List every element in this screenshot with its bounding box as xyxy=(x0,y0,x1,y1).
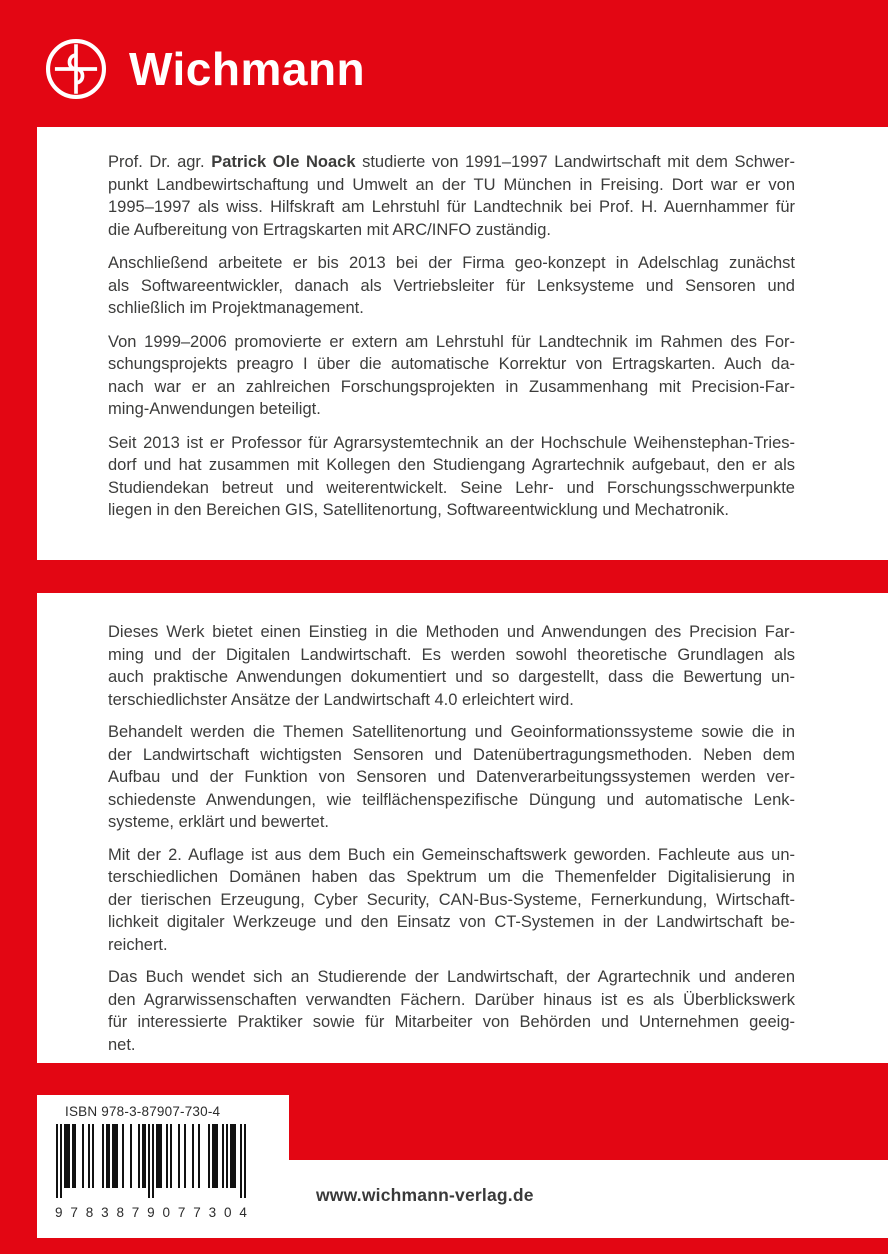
text-line: nach war er an zahlreichen Forschungsprojekten in Zusammenhang mit Precision-Far- xyxy=(108,377,795,396)
text-line: Dieses Werk bietet einen Einstieg in die Methoden und Anwendungen des Precision Far- xyxy=(108,623,795,641)
barcode-digit: 7 xyxy=(70,1205,78,1220)
text-line: schließlich im Projektmanagement. xyxy=(108,299,364,317)
text-line: 1995–1997 als wiss. Hilfskraft am Lehrstuhl für Landtechnik bei Prof. H. Auernhammer für xyxy=(108,198,795,216)
ean13-barcode xyxy=(55,1124,247,1204)
isbn-label: ISBN 978-3-87907-730-4 xyxy=(65,1104,221,1119)
paragraph xyxy=(108,966,795,1056)
text-line: liegen in den Bereichen GIS, Satellitenortung, Softwareentwicklung und Mechatronik. xyxy=(108,501,729,519)
barcode-digit: 7 xyxy=(177,1205,186,1220)
text-line: schiedenste Anwendungen, wie teilflächenspezifische Düngung und automatische Lenk- xyxy=(108,790,795,809)
isbn-panel xyxy=(37,1095,289,1238)
text-line: Studiendekan betreut und weiterentwickelt. Seine Lehr- und Forschungsschwerpunkte xyxy=(108,478,795,497)
barcode-digit: 0 xyxy=(223,1205,232,1220)
paragraph xyxy=(108,721,795,834)
text-line: dorf und hat zusammen mit Kollegen den Studiengang Agrartechnik aufgebaut, den er als xyxy=(108,456,795,474)
paragraph xyxy=(108,151,795,241)
text-line: den Agrarwissenschaften verwandten Fächern. Darüber hinaus ist es als Überblickswerk xyxy=(108,990,795,1009)
barcode-digits xyxy=(55,1205,247,1220)
paragraph xyxy=(108,621,795,711)
text-line: lichkeit digitaler Werkzeuge und den Einsatz von CT-Systemen in der Landwirtschaft be- xyxy=(108,913,795,931)
text-line: auch praktische Anwendungen dokumentiert und so dargestellt, dass die Bewertung un- xyxy=(108,668,795,686)
text-line: schungsprojekts preagro I über die automatische Korrektur von Ertragskarten. Auch da- xyxy=(108,355,795,373)
barcode-digit: 4 xyxy=(239,1205,247,1220)
text-line: terschiedlichster Ansätze der Landwirtschaft 4.0 erleichtert wird. xyxy=(108,690,574,709)
book-description-panel xyxy=(37,593,888,1063)
barcode-digit: 7 xyxy=(193,1205,201,1220)
publisher-wordmark: Wichmann xyxy=(129,43,366,95)
text-line: terschiedlichen Domänen haben das Spektrum um die Themenfelder Digitalisierung in xyxy=(108,868,795,886)
paragraph xyxy=(108,844,795,957)
text-line: Von 1999–2006 promovierte er extern am Lehrstuhl für Landtechnik im Rahmen des For- xyxy=(108,332,795,351)
text-line: punkt Landbewirtschaftung und Umwelt an der TU München in Freising. Dort war er von xyxy=(108,175,795,194)
text-line: Prof. Dr. agr. Patrick Ole Noack studierte von 1991–1997 Landwirtschaft mit dem Schwer- xyxy=(108,153,795,171)
brand-header xyxy=(43,36,365,102)
website-url: www.wichmann-verlag.de xyxy=(316,1185,534,1205)
text-line: ming und der Digitalen Landwirtschaft. Es werden sowohl theoretische Grundlagen als xyxy=(108,645,795,664)
wichmann-logo-icon xyxy=(43,36,109,102)
text-line: net. xyxy=(108,1035,136,1054)
paragraph xyxy=(108,331,795,421)
barcode-digit: 8 xyxy=(85,1205,94,1220)
text-line: für interessierte Praktiker sowie für Mitarbeiter von Behörden und Unternehmen geeig- xyxy=(108,1013,795,1031)
text-line: Das Buch wendet sich an Studierende der Landwirtschaft, der Agrartechnik und anderen xyxy=(108,968,795,986)
paragraph xyxy=(108,252,795,320)
barcode-digit: 0 xyxy=(162,1205,171,1220)
text-line: ming-Anwendungen beteiligt. xyxy=(108,400,321,418)
text-line: Anschließend arbeitete er bis 2013 bei der Firma geo-konzept in Adelschlag zunächst xyxy=(108,254,795,272)
text-line: der Landwirtschaft wichtigsten Sensoren und Datenübertragungsmethoden. Neben dem xyxy=(108,745,795,764)
website-panel xyxy=(289,1160,888,1238)
barcode-digit: 7 xyxy=(131,1205,140,1220)
text-line: systeme, erklärt und bewertet. xyxy=(108,813,330,831)
text-line: Seit 2013 ist er Professor für Agrarsystemtechnik an der Hochschule Weihenstephan-Tries- xyxy=(108,433,795,452)
text-line: Behandelt werden die Themen Satellitenortung und Geoinformationssysteme sowie die in xyxy=(108,723,795,741)
barcode-digit: 9 xyxy=(147,1205,155,1220)
author-bio-panel xyxy=(37,127,888,560)
text-line: als Softwareentwickler, danach als Vertriebsleiter für Lenksysteme und Sensoren und xyxy=(108,276,795,295)
text-line: die Aufbereitung von Ertragskarten mit ARC/INFO zuständig. xyxy=(108,220,551,239)
text-line: Aufbau und der Funktion von Sensoren und Datenverarbeitungssystemen werden ver- xyxy=(108,768,795,786)
barcode-digit: 3 xyxy=(208,1205,217,1220)
text-line: reichert. xyxy=(108,935,168,954)
barcode-digit: 9 xyxy=(55,1205,63,1220)
text-line: Mit der 2. Auflage ist aus dem Buch ein Gemeinschaftswerk geworden. Fachleute aus un- xyxy=(108,845,795,864)
paragraph xyxy=(108,432,795,522)
text-line: der tierischen Erzeugung, Cyber Security, CAN-Bus-Systeme, Fernerkundung, Wirtschaft- xyxy=(108,890,795,909)
barcode-digit: 8 xyxy=(116,1205,124,1220)
barcode-digit: 3 xyxy=(101,1205,109,1220)
